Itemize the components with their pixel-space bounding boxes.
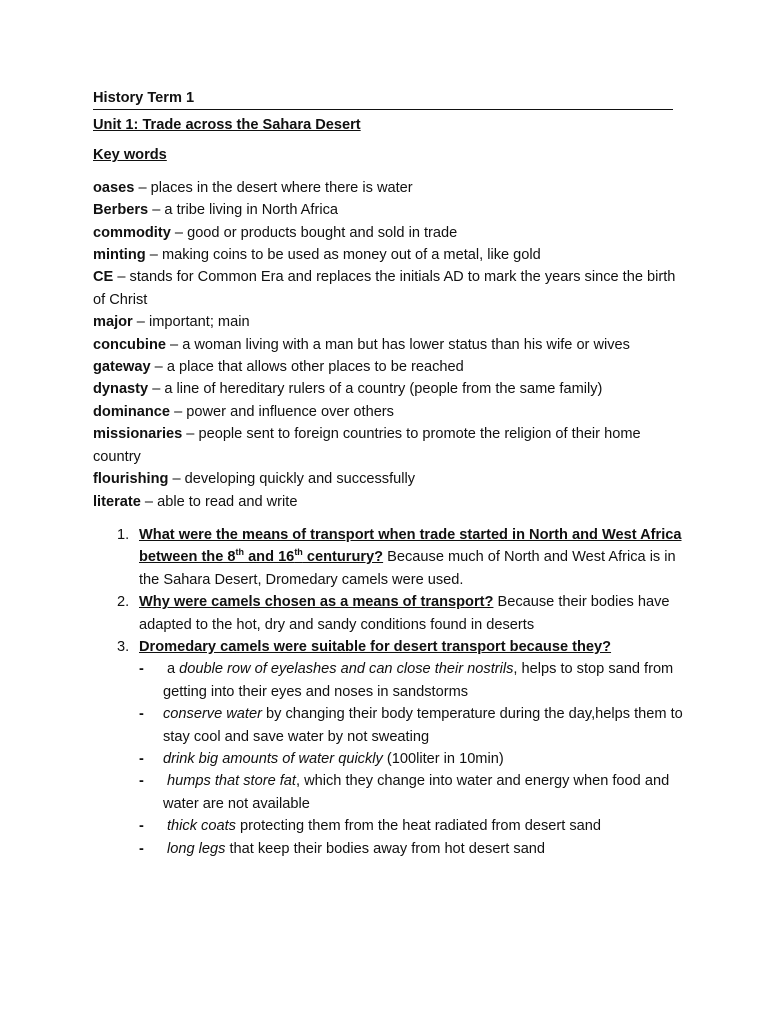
- keyword-definition: making coins to be used as money out of a metal, like gold: [161, 247, 541, 264]
- keyword-separator: –: [165, 336, 183, 353]
- reason-item: [139, 748, 683, 770]
- keyword-separator: –: [170, 403, 187, 420]
- keyword-separator: –: [148, 202, 165, 219]
- keyword-separator: –: [145, 247, 162, 264]
- reason-emphasis: conserve water: [163, 706, 262, 723]
- keyword-term: Berbers: [93, 202, 149, 219]
- question-item: [93, 591, 683, 636]
- reason-text: (100liter in 10min): [382, 750, 504, 767]
- dash-bullet: -: [139, 750, 144, 767]
- reason-text: protecting them from the heat radiated from desert sand: [235, 818, 601, 835]
- reason-emphasis: drink big amounts of water quickly: [163, 750, 383, 767]
- keyword-item: [93, 199, 683, 221]
- reason-text: , which they change into water and energy when food and water are not available: [163, 773, 670, 812]
- keyword-term: dynasty: [93, 381, 149, 398]
- keyword-separator: –: [168, 471, 185, 488]
- question-number: 3.: [117, 638, 130, 655]
- keyword-item: [93, 244, 683, 266]
- keyword-item: [93, 266, 683, 311]
- ordinal-suffix: th: [235, 547, 245, 558]
- reason-emphasis: long legs: [167, 840, 226, 857]
- keyword-list: [93, 177, 683, 513]
- page-title: History Term 1: [93, 90, 195, 106]
- ordinal-suffix: th: [294, 547, 303, 558]
- question-item: [93, 524, 683, 591]
- reason-text: that keep their bodies away from hot desert sand: [225, 840, 546, 857]
- answer-text: Because their bodies have adapted to the hot, dry and sandy conditions found in deserts: [139, 594, 670, 633]
- question-text-part: and 16: [244, 549, 295, 566]
- keyword-separator: –: [140, 493, 158, 510]
- keyword-separator: –: [134, 179, 151, 196]
- unit-heading: Unit 1: Trade across the Sahara Desert: [93, 117, 361, 133]
- keyword-term: oases: [93, 179, 135, 196]
- keyword-term: gateway: [93, 359, 151, 376]
- reason-text: by changing their body temperature during the day,helps them to stay cool and save water by not sweating: [163, 706, 683, 745]
- dash-bullet: -: [139, 840, 144, 857]
- keyword-item: [93, 334, 683, 356]
- reason-prefix: a: [167, 661, 180, 678]
- keyword-term: concubine: [93, 336, 166, 353]
- keyword-item: [93, 378, 683, 400]
- keyword-definition: people sent to foreign countries to promote the religion of their home country: [93, 426, 641, 465]
- dash-bullet: -: [139, 773, 144, 790]
- question-list: [93, 524, 683, 860]
- reason-item: [139, 703, 683, 748]
- keyword-definition: places in the desert where there is water: [150, 179, 413, 196]
- keyword-definition: able to read and write: [157, 493, 298, 510]
- keyword-definition: a line of hereditary rulers of a country (people from the same family): [164, 381, 603, 398]
- reason-emphasis: thick coats: [167, 818, 236, 835]
- keyword-term: CE: [93, 269, 114, 286]
- keyword-definition: developing quickly and successfully: [184, 471, 416, 488]
- keyword-item: [93, 401, 683, 423]
- keyword-item: [93, 177, 683, 199]
- keyword-item: [93, 423, 683, 468]
- keyword-definition: a tribe living in North Africa: [164, 202, 338, 219]
- keyword-term: missionaries: [93, 426, 183, 443]
- dash-bullet: -: [139, 818, 144, 835]
- reason-text: , helps to stop sand from getting into their eyes and noses in sandstorms: [163, 661, 674, 700]
- reason-item: [139, 658, 683, 703]
- dash-bullet: -: [139, 706, 144, 723]
- document-content: [93, 88, 683, 860]
- keyword-item: [93, 356, 683, 378]
- keyword-separator: –: [170, 224, 188, 241]
- reason-list: [139, 658, 683, 860]
- dash-bullet: -: [139, 661, 144, 678]
- keyword-item: [93, 468, 683, 490]
- keyword-separator: –: [148, 381, 165, 398]
- reason-item: [139, 770, 683, 815]
- question-item: [93, 636, 683, 860]
- keyword-definition: power and influence over others: [186, 403, 394, 420]
- keyword-definition: important; main: [148, 314, 250, 331]
- question-text-part: centurury?: [302, 549, 384, 566]
- keyword-separator: –: [132, 314, 149, 331]
- keyword-separator: –: [150, 359, 167, 376]
- keyword-definition: stands for Common Era and replaces the initials AD to mark the years since the birth of Christ: [93, 269, 676, 308]
- reason-emphasis: double row of eyelashes and can close their nostrils: [179, 661, 514, 678]
- keyword-term: major: [93, 314, 133, 331]
- answer-text: Because much of North and West Africa is in the Sahara Desert, Dromedary camels were used.: [139, 549, 676, 588]
- keyword-definition: good or products bought and sold in trade: [187, 224, 458, 241]
- keyword-term: minting: [93, 247, 146, 264]
- keyword-separator: –: [182, 426, 199, 443]
- keyword-definition: a woman living with a man but has lower status than his wife or wives: [182, 336, 630, 353]
- keyword-term: commodity: [93, 224, 171, 241]
- keyword-definition: a place that allows other places to be reached: [166, 359, 464, 376]
- reason-item: [139, 838, 683, 860]
- keyword-item: [93, 491, 683, 513]
- question-text-part: What were the means of transport when trade started in North and West Africa between the 8: [139, 526, 682, 566]
- reason-emphasis: humps that store fat: [167, 773, 296, 790]
- keyword-term: literate: [93, 493, 141, 510]
- reason-item: [139, 815, 683, 837]
- question-text: Why were camels chosen as a means of transport?: [139, 594, 494, 611]
- question-text: Dromedary camels were suitable for desert transport because they?: [139, 638, 612, 655]
- keyword-term: flourishing: [93, 471, 169, 488]
- keyword-item: [93, 222, 683, 244]
- keyword-term: dominance: [93, 403, 171, 420]
- title-line: [93, 88, 673, 110]
- keyword-separator: –: [113, 269, 130, 286]
- keyword-item: [93, 311, 683, 333]
- question-number: 2.: [117, 594, 130, 611]
- keywords-heading: Key words: [93, 147, 167, 164]
- question-number: 1.: [117, 526, 130, 543]
